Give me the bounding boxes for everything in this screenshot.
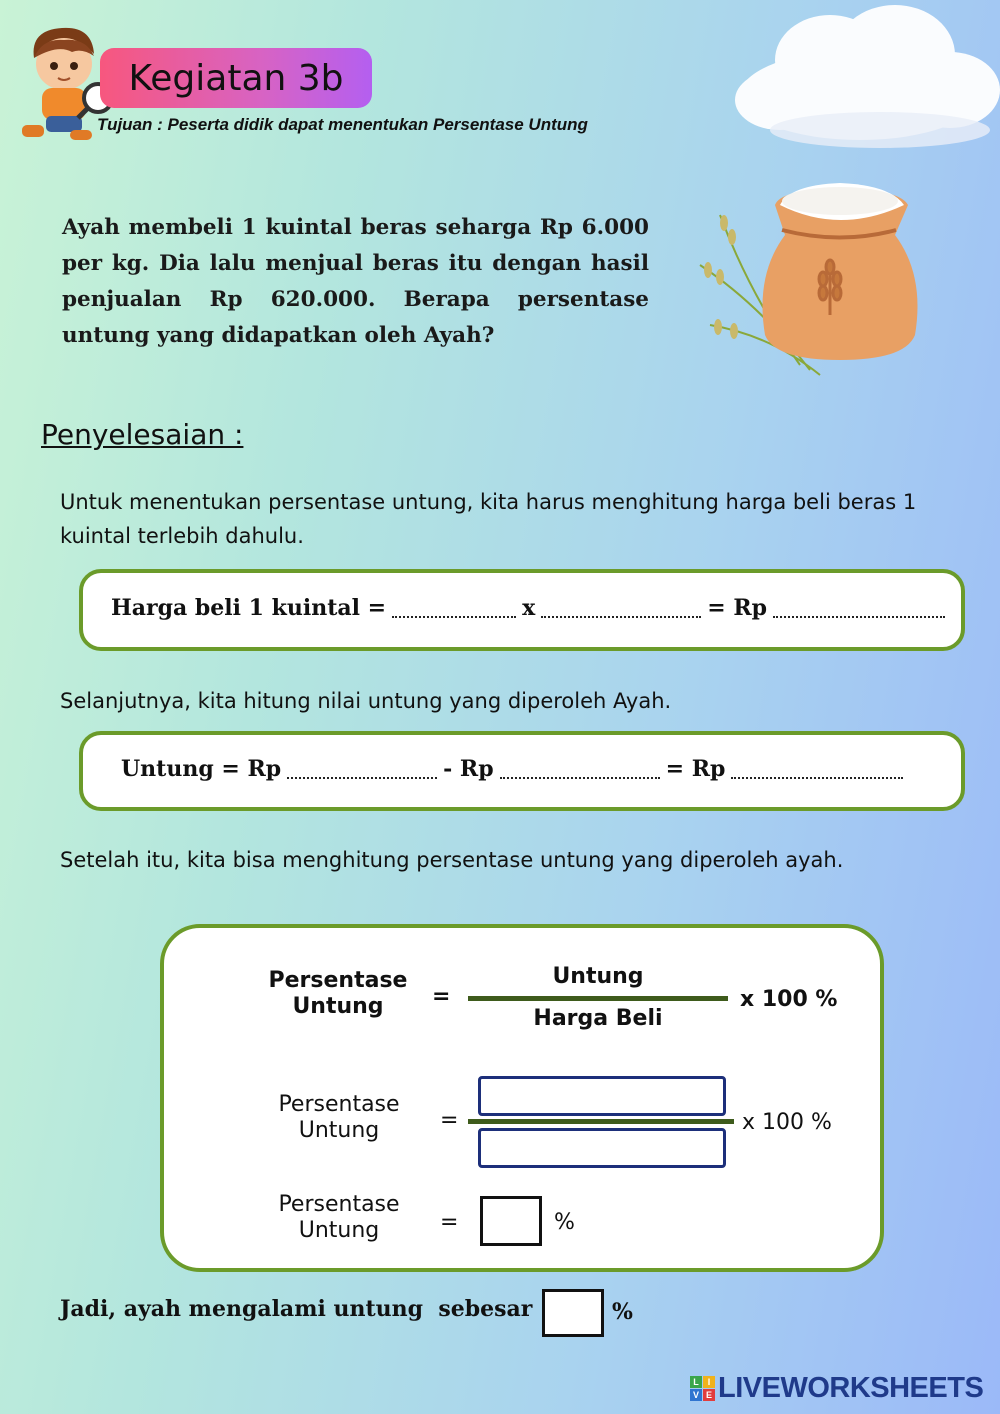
formula-equals-1: =	[432, 984, 451, 1009]
formula-label-3-line2: Untung	[298, 1218, 380, 1243]
step2-blank-2[interactable]	[500, 759, 660, 779]
step3-text: Setelah itu, kita bisa menghitung persentase untung yang diperoleh ayah.	[60, 848, 844, 872]
step2-label: Untung = Rp	[121, 756, 282, 782]
logo-letter-e: E	[703, 1389, 715, 1401]
step1-label: Harga beli 1 kuintal =	[111, 595, 387, 621]
step1-operator: x	[522, 595, 536, 621]
solution-heading: Penyelesaian :	[41, 418, 244, 451]
formula-label-3-line1: Persentase	[278, 1192, 400, 1217]
conclusion-percent-sign: %	[612, 1299, 633, 1325]
formula-label-3	[264, 1192, 414, 1244]
step1-box	[79, 569, 965, 651]
brand-name: LIVEWORKSHEETS	[718, 1372, 984, 1404]
percentage-answer-box[interactable]	[480, 1196, 542, 1246]
formula-denominator: Harga Beli	[533, 1006, 663, 1031]
liveworksheets-logo-icon	[690, 1376, 715, 1401]
numerator-input-box[interactable]	[478, 1076, 726, 1116]
substitution-fraction-line	[468, 1119, 734, 1124]
step2-box	[79, 731, 965, 811]
denominator-input-box[interactable]	[478, 1128, 726, 1168]
activity-title-text: Kegiatan 3b	[128, 57, 344, 99]
formula-equals-3: =	[440, 1210, 459, 1235]
formula-numerator: Untung	[552, 964, 644, 989]
step1-blank-1[interactable]	[392, 598, 516, 618]
liveworksheets-logo	[690, 1372, 983, 1405]
step2-blank-3[interactable]	[731, 759, 903, 779]
step2-text: Selanjutnya, kita hitung nilai untung yang diperoleh Ayah.	[60, 689, 672, 713]
cloud-icon	[720, 0, 1000, 170]
logo-letter-v: V	[690, 1389, 702, 1401]
formula-multiplier-1: x 100 %	[740, 987, 838, 1012]
step2-minus: - Rp	[443, 756, 494, 782]
formula-label-2-line2: Untung	[298, 1118, 380, 1143]
conclusion-text: Jadi, ayah mengalami untung sebesar	[60, 1296, 533, 1322]
formula-label-1	[258, 968, 418, 1020]
rice-sack-icon	[690, 175, 930, 385]
formula-box	[160, 924, 884, 1272]
step1-blank-2[interactable]	[541, 598, 701, 618]
step2-result-label: = Rp	[665, 756, 726, 782]
formula-equals-2: =	[440, 1108, 459, 1133]
step1-blank-3[interactable]	[773, 598, 945, 618]
problem-statement: Ayah membeli 1 kuintal beras seharga Rp 6.000 per kg. Dia lalu menjual beras itu dengan hasil penjualan Rp 620.000. Berapa persentase untung yang didapatkan oleh Ayah?	[62, 215, 649, 348]
logo-letter-i: I	[703, 1376, 715, 1388]
formula-percent-sign: %	[554, 1210, 575, 1235]
step1-text: Untuk menentukan persentase untung, kita harus menghitung harga beli beras 1 kuintal terlebih dahulu.	[60, 490, 917, 548]
logo-letter-l: L	[690, 1376, 702, 1388]
formula-label-2-line1: Persentase	[278, 1092, 400, 1117]
step2-blank-1[interactable]	[287, 759, 437, 779]
step1-result-label: = Rp	[707, 595, 767, 621]
formula-label-1-line1: Persentase	[268, 968, 408, 993]
goal-text: Tujuan : Peserta didik dapat menentukan Persentase Untung	[97, 115, 588, 134]
formula-multiplier-2: x 100 %	[742, 1110, 832, 1135]
formula-label-1-line2: Untung	[292, 994, 384, 1019]
formula-fraction-line	[468, 996, 728, 1001]
activity-title	[100, 48, 372, 108]
formula-label-2	[264, 1092, 414, 1144]
conclusion-answer-box[interactable]	[542, 1289, 604, 1337]
